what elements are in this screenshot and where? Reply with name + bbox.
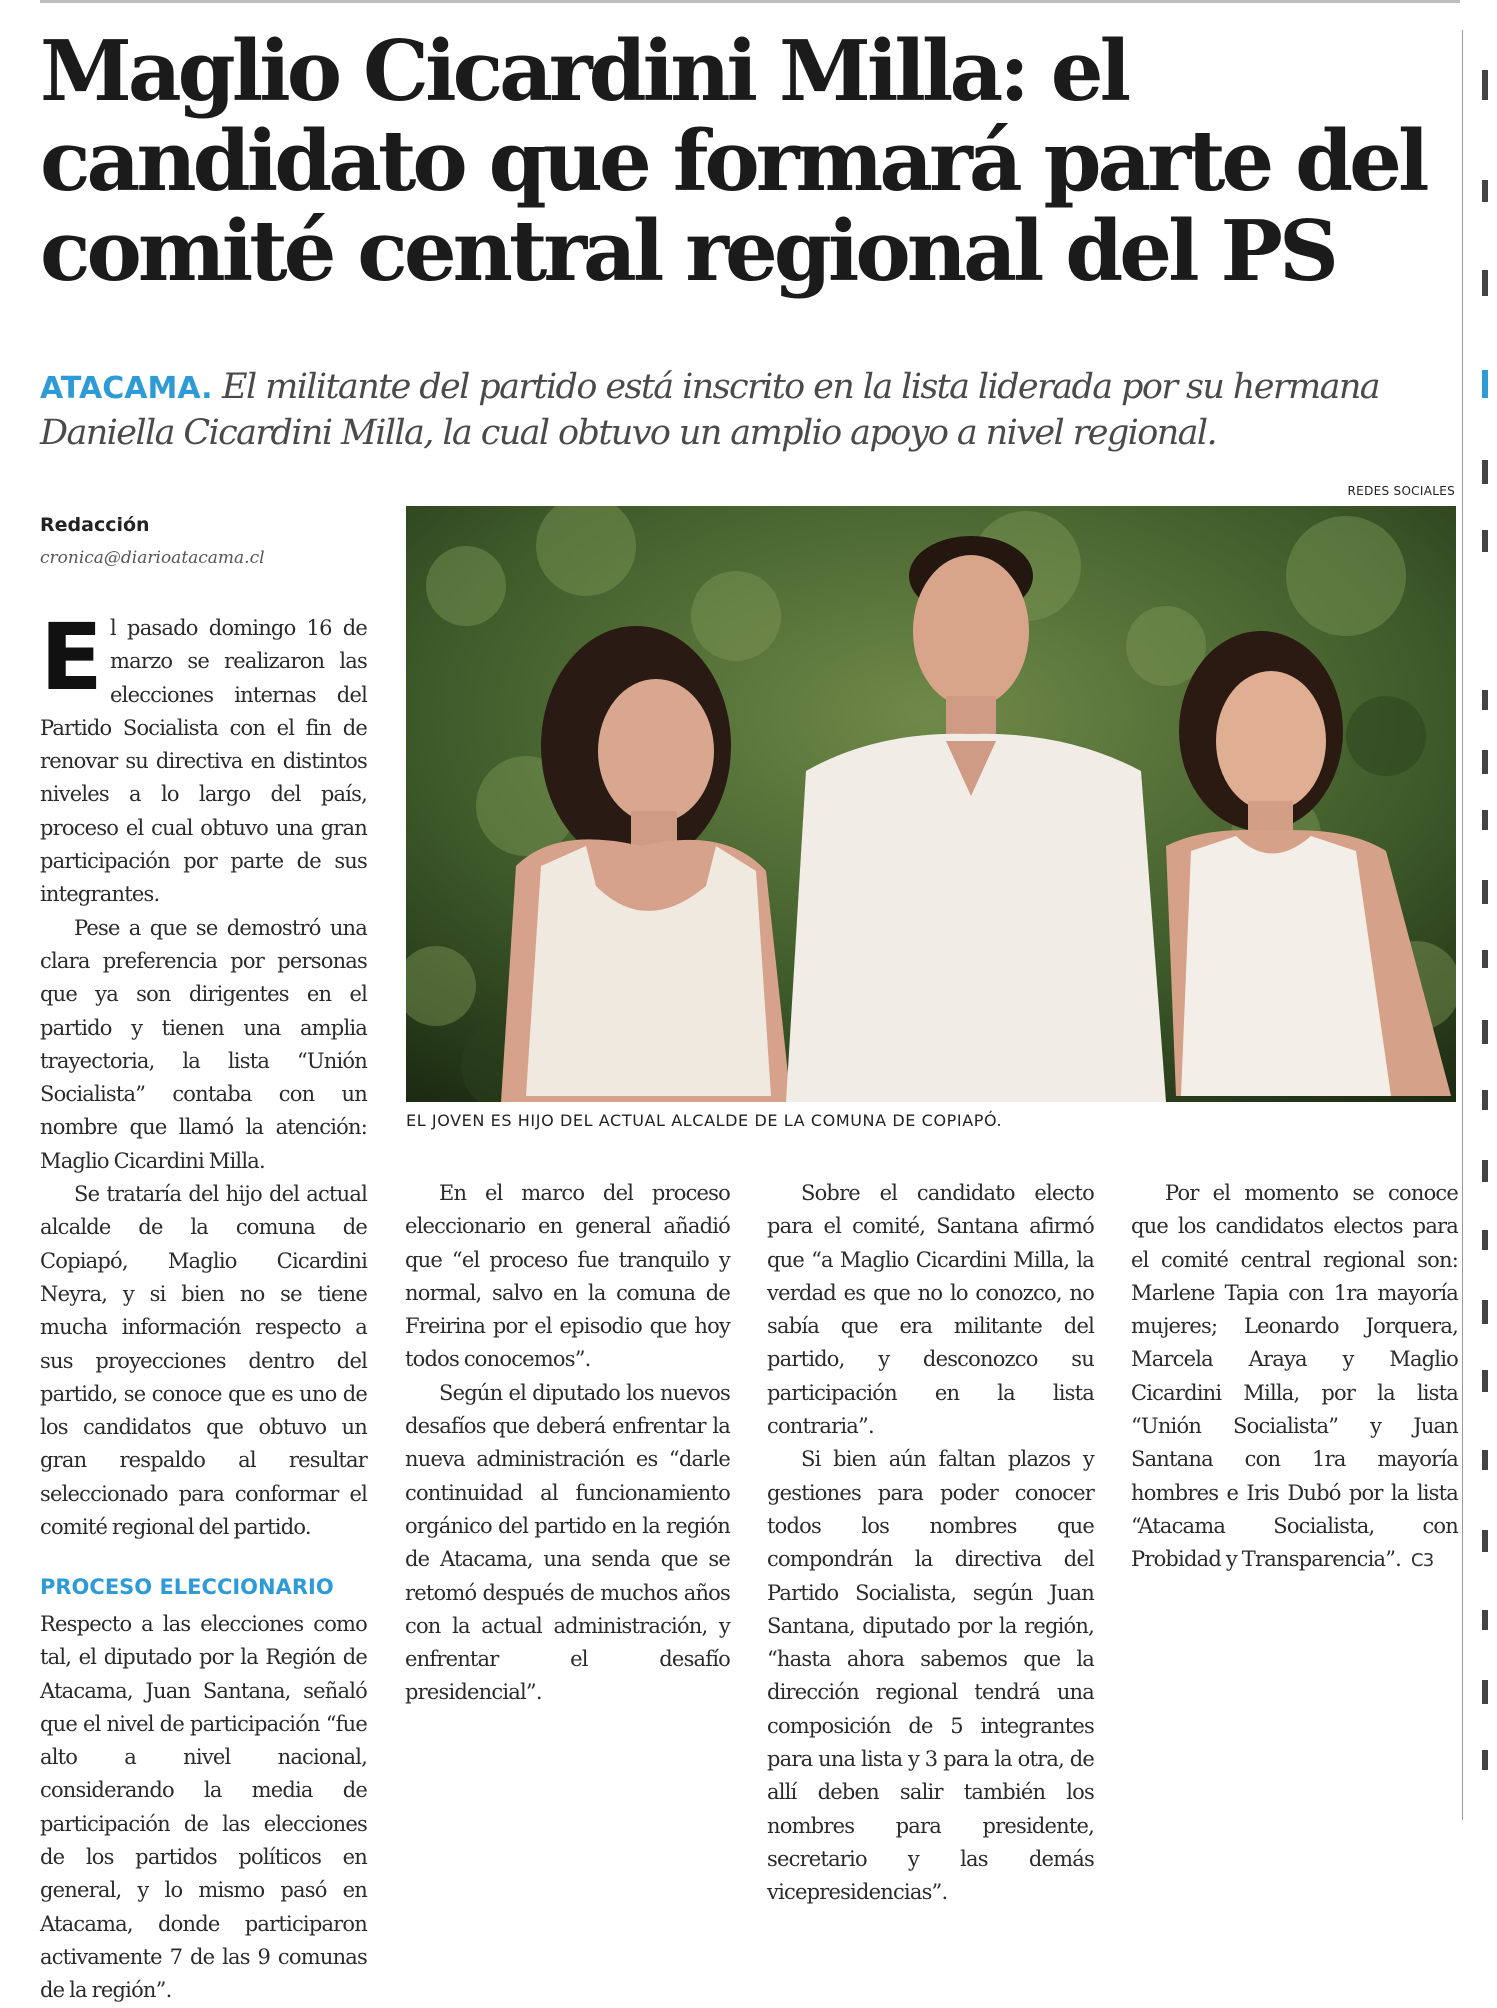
deck bbox=[40, 365, 1460, 455]
section-subhead: PROCESO ELECCIONARIO bbox=[40, 1575, 334, 1599]
deck-text: El militante del partido está inscrito en la lista liderada por su hermana Daniella Cicardini Milla, la cual obtuvo un amplio apoyo a nivel regional. bbox=[40, 367, 1380, 453]
paragraph-2: Pese a que se demostró una clara preferencia por personas que ya son dirigentes en el partido y tienen una amplia trayectoria, la lista “Unión Socialista” contaba con un nombre que llamó la atención: Maglio Cicardini Milla. bbox=[40, 915, 367, 1173]
photo-credit: REDES SOCIALES bbox=[1347, 484, 1455, 498]
photo-caption: EL JOVEN ES HIJO DEL ACTUAL ALCALDE DE LA COMUNA DE COPIAPÓ. bbox=[406, 1111, 1003, 1130]
group-photo-three-people-icon bbox=[406, 506, 1456, 1102]
paragraph-8: Si bien aún faltan plazos y gestiones para poder conocer todos los nombres que compondrán la directiva del Partido Socialista, según Juan Santana, diputado por la región, “hasta ahora sabemos que la dirección regional tendrá una composición de 5 integrantes para una lista y 3 para la otra, de allí deben salir también los nombres para presidente, secretario y las demás vicepresidencias”. bbox=[767, 1447, 1094, 1905]
headline: Maglio Cicardini Milla: el candidato que formará parte del comité central regional del PS bbox=[40, 22, 1426, 300]
top-rule bbox=[40, 0, 1460, 3]
paragraph-1: l pasado domingo 16 de marzo se realizaron las elecciones internas del Partido Socialista con el fin de renovar su directiva en distintos niveles a lo largo del país, proceso el cual obtuvo una gran participación por parte de sus integrantes. bbox=[40, 616, 367, 907]
paragraph-7: Sobre el candidato electo para el comité, Santana afirmó que “a Maglio Cicardini Milla, la verdad es que no lo conozco, no sabía que era militante del partido, y desconozco su participación en la lista contraria”. bbox=[767, 1181, 1094, 1439]
article-column-4 bbox=[1131, 1177, 1458, 1578]
paragraph-4: Respecto a las elecciones como tal, el diputado por la Región de Atacama, Juan Santana, señaló que el nivel de participación “fue alto a nivel nacional, considerando la media de participación de las elecciones de los partidos políticos en general, y lo mismo pasó en Atacama, donde participaron activamente 7 de las 9 comunas de la región”. bbox=[40, 1612, 367, 2003]
adjacent-page-edge bbox=[1482, 30, 1496, 1810]
drop-cap: E bbox=[40, 604, 103, 711]
column-rule bbox=[1462, 30, 1463, 1820]
byline-email: cronica@diarioatacama.cl bbox=[40, 548, 265, 568]
paragraph-9 bbox=[1131, 1177, 1458, 1578]
article-column-2 bbox=[405, 1177, 730, 1710]
paragraph-5: En el marco del proceso eleccionario en general añadió que “el proceso fue tranquilo y normal, salvo en la comuna de Freirina por el episodio que hoy todos conocemos”. bbox=[405, 1181, 730, 1372]
deck-place: ATACAMA. bbox=[40, 371, 213, 406]
paragraph-9-text: Por el momento se conoce que los candidatos electos para el comité central regional son: Marlene Tapia con 1ra mayoría mujeres; Leonardo Jorquera, Marcela Araya y Maglio Cicardini Milla, por la lista “Unión Socialista” y Juan Santana con 1ra mayoría hombres e Iris Dubó por la lista “Atacama Socialista, con Probidad y Transparencia”. bbox=[1131, 1181, 1458, 1572]
end-mark: C3 bbox=[1411, 1550, 1434, 1572]
article-column-1-lower bbox=[40, 1578, 367, 2008]
paragraph-6: Según el diputado los nuevos desafíos que deberá enfrentar la nueva administración es “darle continuidad al funcionamiento orgánico del partido en la región de Atacama, una senda que se retomó después de muchos años con la actual administración, y enfrentar el desafío presidencial”. bbox=[405, 1380, 730, 1705]
article-photo bbox=[406, 506, 1456, 1102]
paragraph-3: Se trataría del hijo del actual alcalde de la comuna de Copiapó, Maglio Cicardini Neyra, y si bien no se tiene mucha información respecto a sus proyecciones dentro del partido, se conoce que es uno de los candidatos que obtuvo un gran respaldo al resultar seleccionado para conformar el comité regional del partido. bbox=[40, 1182, 367, 1540]
article-column-3 bbox=[767, 1177, 1094, 1910]
byline-name: Redacción bbox=[40, 514, 150, 536]
article-column-1 bbox=[40, 604, 367, 1544]
